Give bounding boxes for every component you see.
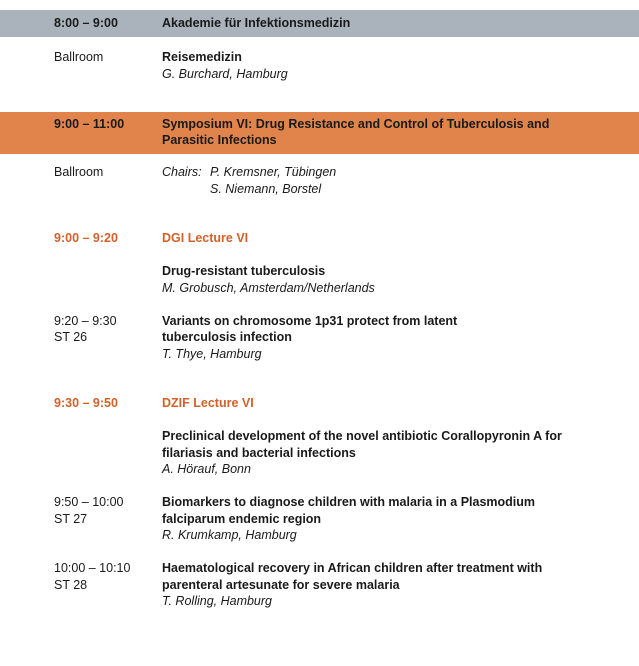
chairs-row-1 bbox=[162, 164, 336, 181]
talk-title-line1: Biomarkers to diagnose children with malaria in a Plasmodium bbox=[162, 495, 536, 509]
talk-code: ST 28 bbox=[54, 578, 88, 592]
talk-title-line1: Preclinical development of the novel antibiotic Corallopyronin A for bbox=[162, 429, 562, 443]
session-title: Akademie für Infektionsmedizin bbox=[162, 16, 351, 30]
talk-time: 10:00 – 10:10 bbox=[54, 561, 131, 575]
session-title-line2: Parasitic Infections bbox=[162, 133, 277, 147]
chairs-label: Chairs: bbox=[162, 165, 202, 179]
talk-author: T. Thye, Hamburg bbox=[162, 347, 262, 361]
session-room: Ballroom bbox=[54, 50, 104, 64]
talk-title-line2: falciparum endemic region bbox=[162, 512, 322, 526]
talk-title-line1: Haematological recovery in African children after treatment with bbox=[162, 561, 543, 575]
session-room: Ballroom bbox=[54, 165, 104, 179]
talk-title-line2: filariasis and bacterial infections bbox=[162, 446, 356, 460]
talk-author: M. Grobusch, Amsterdam/Netherlands bbox=[162, 281, 375, 295]
talk-time: 9:50 – 10:00 bbox=[54, 495, 124, 509]
talk-code: ST 26 bbox=[54, 330, 88, 344]
talk-title-line1: Variants on chromosome 1p31 protect from latent bbox=[162, 314, 458, 328]
talk-title: Drug-resistant tuberculosis bbox=[162, 264, 326, 278]
chair-name: P. Kremsner, Tübingen bbox=[210, 165, 337, 179]
talk-time: 9:20 – 9:30 bbox=[54, 314, 117, 328]
lecture-time: 9:30 – 9:50 bbox=[54, 396, 118, 410]
talk-author: T. Rolling, Hamburg bbox=[162, 594, 273, 608]
lecture-time: 9:00 – 9:20 bbox=[54, 231, 118, 245]
session-time: 8:00 – 9:00 bbox=[54, 16, 118, 30]
talk-title-line2: tuberculosis infection bbox=[162, 330, 292, 344]
session-time: 9:00 – 11:00 bbox=[54, 117, 125, 131]
session-title-line1: Symposium VI: Drug Resistance and Control of Tuberculosis and bbox=[162, 117, 550, 131]
chair-name: S. Niemann, Borstel bbox=[210, 182, 322, 196]
talk-code: ST 27 bbox=[54, 512, 88, 526]
lecture-label: DZIF Lecture VI bbox=[162, 396, 254, 410]
talk-title-line2: parenteral artesunate for severe malaria bbox=[162, 578, 400, 592]
lecture-label: DGI Lecture VI bbox=[162, 231, 249, 245]
talk-author: R. Krumkamp, Hamburg bbox=[162, 528, 297, 542]
talk-author: A. Hörauf, Bonn bbox=[162, 462, 251, 476]
talk-author: G. Burchard, Hamburg bbox=[162, 67, 288, 81]
chairs-row-2 bbox=[162, 181, 321, 198]
talk-title: Reisemedizin bbox=[162, 50, 242, 64]
